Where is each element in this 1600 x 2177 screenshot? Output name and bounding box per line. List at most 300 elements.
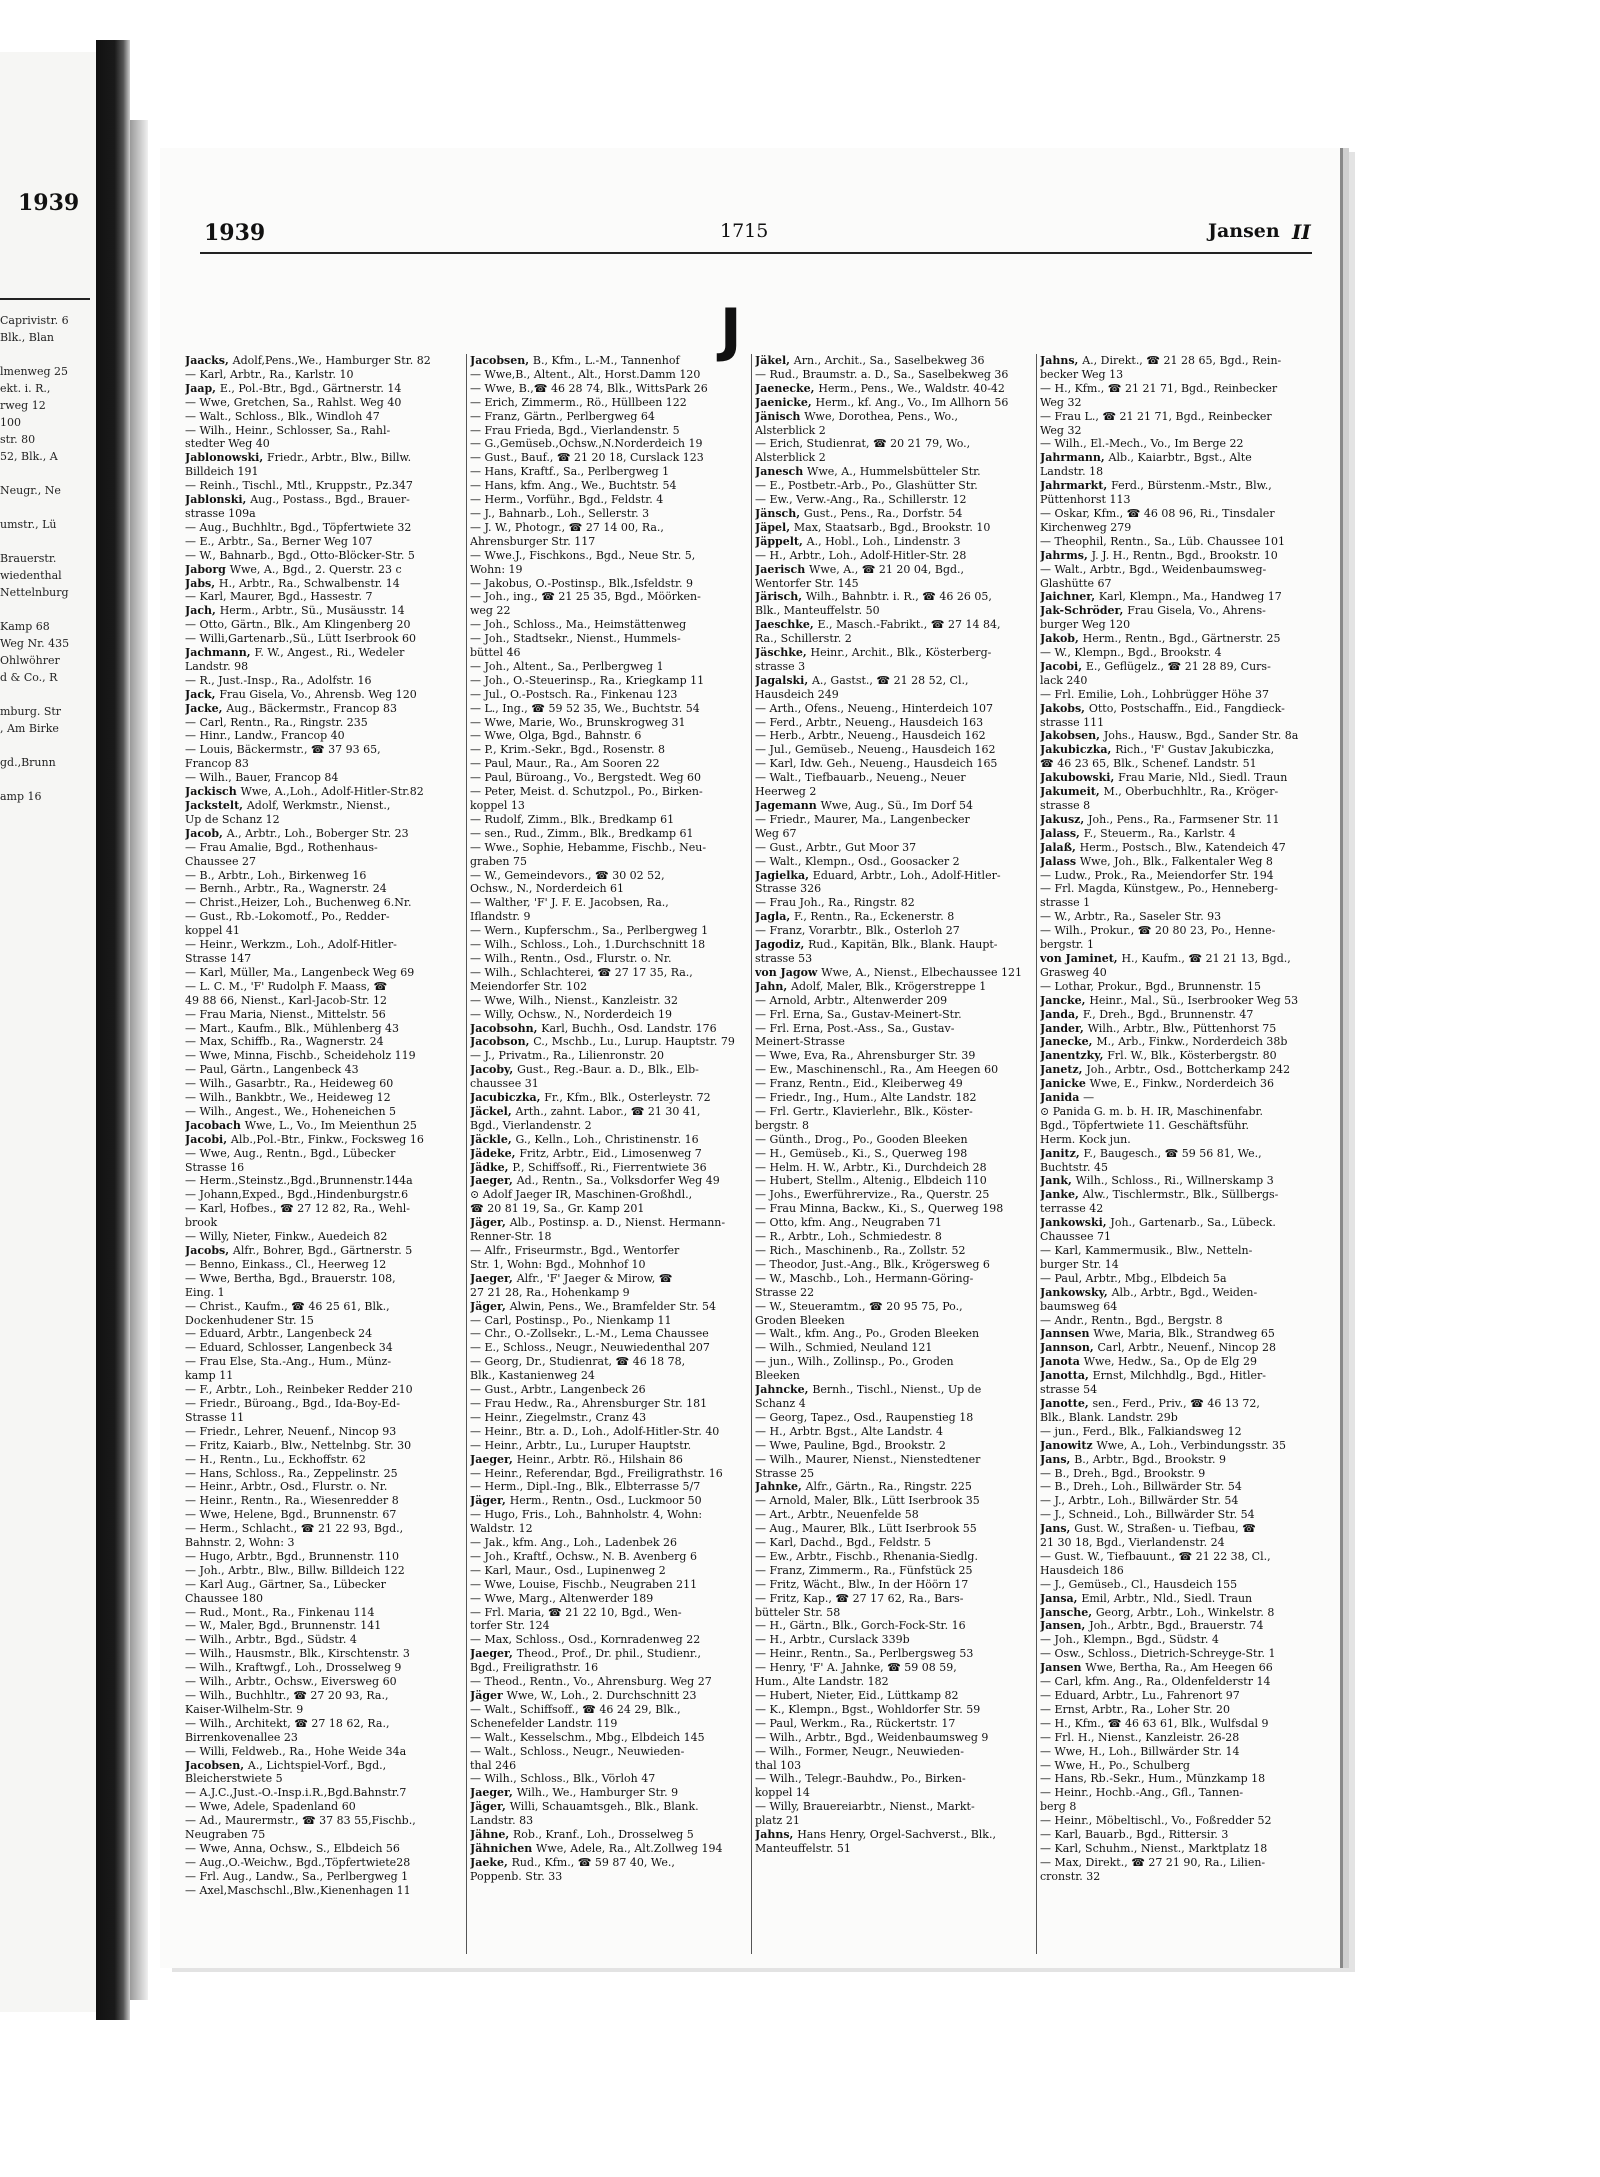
directory-entry xyxy=(1040,938,1318,952)
directory-entry xyxy=(185,1063,462,1077)
entry-surname: Jander, xyxy=(1040,1021,1088,1035)
entry-details: — Eduard, Arbtr., Lu., Fahrenort 97 xyxy=(1040,1689,1240,1702)
entry-details: — Christ.,Heizer, Loh., Buchenweg 6.Nr. xyxy=(185,896,412,910)
entry-details: koppel 41 xyxy=(185,924,240,938)
entry-details: bergstr. 8 xyxy=(755,1118,809,1132)
directory-entry xyxy=(185,841,462,855)
directory-entry xyxy=(470,1592,747,1606)
directory-entry xyxy=(185,1327,462,1341)
directory-entry xyxy=(755,1397,1032,1411)
entry-details: — H., Arbtr. Bgst., Alte Landstr. 4 xyxy=(755,1424,943,1438)
directory-column-3 xyxy=(752,354,1037,1954)
entry-details: — Wwe, Wilh., Nienst., Kanzleistr. 32 xyxy=(470,993,679,1007)
entry-details: — Wilh., Hausmstr., Blk., Kirschtenstr. 3 xyxy=(185,1647,410,1661)
entry-details: Wwe, L., Vo., Im Meienthun 25 xyxy=(244,1118,417,1132)
entry-details: F., Dreh., Bgd., Brunnenstr. 47 xyxy=(1082,1007,1254,1021)
entry-details: bergstr. 1 xyxy=(1040,938,1094,952)
entry-details: — Joh., Klempn., Bgd., Südstr. 4 xyxy=(1040,1633,1219,1647)
directory-entry xyxy=(755,646,1032,660)
entry-details: — Günth., Drog., Po., Gooden Bleeken xyxy=(755,1132,968,1146)
directory-entry xyxy=(1040,577,1318,591)
directory-entry xyxy=(185,660,462,674)
entry-details: Chaussee 27 xyxy=(185,854,256,868)
entry-details: Rob., Kranf., Loh., Drosselweg 5 xyxy=(513,1828,694,1842)
directory-entry xyxy=(1040,618,1318,632)
entry-details: Wohn: 19 xyxy=(470,562,523,576)
directory-entry xyxy=(755,549,1032,563)
entry-details: strasse 54 xyxy=(1040,1383,1098,1397)
directory-entry xyxy=(470,424,747,438)
entry-details: — W., Klempn., Bgd., Brookstr. 4 xyxy=(1040,646,1222,660)
entry-surname: Jacobson, xyxy=(470,1035,534,1049)
entry-surname: Jaichner, xyxy=(1040,590,1099,604)
entry-details: — sen., Rud., Zimm., Blk., Bredkamp 61 xyxy=(470,826,694,840)
entry-details: Heinr., Mal., Sü., Iserbrooker Weg 53 xyxy=(1089,993,1299,1007)
directory-entry xyxy=(470,1842,747,1856)
entry-details: Alsterblick 2 xyxy=(755,423,826,437)
entry-details: Wwe, Aug., Sü., Im Dorf 54 xyxy=(820,799,974,812)
entry-surname: Jahns, xyxy=(755,1828,798,1842)
entry-details: — Willy, Nieter, Finkw., Auedeich 82 xyxy=(185,1230,388,1244)
entry-details: — Wwe, Helene, Bgd., Brunnenstr. 67 xyxy=(185,1508,397,1522)
entry-details: 21 30 18, Bgd., Vierlandenstr. 24 xyxy=(1040,1536,1225,1550)
entry-details: — Joh., ing., ☎ 21 25 35, Bgd., Möörken- xyxy=(470,590,701,604)
entry-surname: Jankowski, xyxy=(1040,1216,1111,1230)
entry-details: J. J. H., Rentn., Bgd., Brookstr. 10 xyxy=(1091,548,1278,562)
directory-entry xyxy=(470,1202,747,1216)
entry-details: Friedr., Arbtr., Blw., Billw. xyxy=(267,451,412,465)
facing-page-fragment: Neugr., Ne xyxy=(0,484,61,497)
entry-details: Püttenhorst 113 xyxy=(1040,493,1131,507)
directory-entry xyxy=(470,1341,747,1355)
directory-entry xyxy=(1040,396,1318,410)
entry-surname: Jank, xyxy=(1040,1174,1076,1188)
directory-entry xyxy=(185,1105,462,1119)
entry-surname: Jaeger, xyxy=(470,1452,517,1466)
directory-entry xyxy=(470,1258,747,1272)
directory-entry xyxy=(1040,1105,1318,1119)
entry-surname: Jansa, xyxy=(1040,1591,1082,1605)
entry-surname: Jacobsohn, xyxy=(470,1021,542,1035)
entry-details: — Gust., Rb.-Lokomotf., Po., Redder- xyxy=(185,910,390,924)
entry-details: Alb.,Pol.-Btr., Finkw., Focksweg 16 xyxy=(230,1132,424,1146)
directory-page xyxy=(160,148,1343,1968)
entry-details: — Heinr., Referendar, Bgd., Freiligrathstr. 16 xyxy=(470,1466,723,1480)
entry-details: — H., Kfm., ☎ 21 21 71, Bgd., Reinbecker xyxy=(1040,381,1278,395)
entry-surname: Jäppelt, xyxy=(755,534,807,548)
directory-entry xyxy=(470,952,747,966)
directory-entry xyxy=(185,1800,462,1814)
directory-entry xyxy=(470,1161,747,1175)
directory-entry xyxy=(470,1369,747,1383)
entry-details: — Wilh., Schloss., Loh., 1.Durchschnitt 18 xyxy=(470,938,706,952)
entry-details: — Art., Arbtr., Neuenfelde 58 xyxy=(755,1508,919,1522)
directory-entry xyxy=(470,493,747,507)
directory-column-4 xyxy=(1037,354,1322,1954)
directory-entry xyxy=(1040,1619,1318,1633)
directory-entry xyxy=(185,1161,462,1175)
entry-details: — Wwe, Pauline, Bgd., Brookstr. 2 xyxy=(755,1438,946,1452)
directory-entry xyxy=(470,1188,747,1202)
directory-entry xyxy=(185,799,462,813)
entry-details: Strasse 22 xyxy=(755,1285,815,1299)
directory-entry xyxy=(1040,1856,1318,1870)
directory-entry xyxy=(755,1786,1032,1800)
entry-surname: Jackstelt, xyxy=(185,799,247,812)
entry-details: — Karl, Arbtr., Ra., Karlstr. 10 xyxy=(185,367,354,381)
directory-entry xyxy=(470,660,747,674)
entry-surname: Jagemann xyxy=(755,799,821,812)
entry-details: — Reinh., Tischl., Mtl., Kruppstr., Pz.347 xyxy=(185,479,413,493)
facing-page-fragment: ekt. i. R., xyxy=(0,382,51,395)
directory-entry xyxy=(470,1077,747,1091)
entry-surname: Janecke, xyxy=(1040,1035,1097,1049)
entry-details: Frl. W., Blk., Kösterbergstr. 80 xyxy=(1107,1049,1277,1063)
directory-entry xyxy=(185,980,462,994)
entry-details: — Herm.,Steinstz.,Bgd.,Brunnenstr.144a xyxy=(185,1174,413,1188)
entry-details: Ernst, Milchhdlg., Bgd., Hitler- xyxy=(1092,1369,1266,1383)
directory-entry xyxy=(1040,493,1318,507)
entry-details: — Wilh., Prokur., ☎ 20 80 23, Po., Henne- xyxy=(1040,924,1276,938)
directory-entry xyxy=(470,785,747,799)
entry-surname: Jalass, xyxy=(1040,826,1084,840)
entry-details: — Walt., Schloss., Neugr., Neuwieden- xyxy=(470,1744,685,1758)
entry-surname: Jakobs, xyxy=(1040,701,1089,715)
directory-entry xyxy=(755,632,1032,646)
directory-entry xyxy=(185,1300,462,1314)
facing-page-fragment: Ohlwöhrer xyxy=(0,654,60,667)
entry-details: Rud., Kfm., ☎ 59 87 40, We., xyxy=(511,1855,675,1869)
entry-details: E., Pol.-Btr., Bgd., Gärtnerstr. 14 xyxy=(219,381,402,395)
entry-details: strasse 53 xyxy=(755,951,813,965)
entry-details: Blk., Manteuffelstr. 50 xyxy=(755,604,880,618)
directory-entry xyxy=(755,1467,1032,1481)
directory-entry xyxy=(1040,841,1318,855)
entry-surname: Jahnke, xyxy=(755,1480,806,1494)
directory-entry xyxy=(185,1188,462,1202)
entry-details: Joh., Arbtr., Osd., Bottcherkamp 242 xyxy=(1086,1063,1291,1077)
directory-entry xyxy=(755,1202,1032,1216)
entry-details: Herm. Kock jun. xyxy=(1040,1132,1131,1146)
directory-entry xyxy=(755,827,1032,841)
directory-entry xyxy=(185,1216,462,1230)
entry-surname: Jäschke, xyxy=(755,646,811,660)
facing-page-fragment: Blk., Blan xyxy=(0,331,55,344)
directory-entry xyxy=(470,604,747,618)
entry-surname: Jaenicke, xyxy=(755,395,816,409)
directory-entry xyxy=(185,702,462,716)
directory-entry xyxy=(1040,549,1318,563)
entry-details: bütteler Str. 58 xyxy=(755,1605,841,1619)
entry-details: Hausdeich 249 xyxy=(755,687,839,701)
directory-entry xyxy=(185,1786,462,1800)
entry-details: — Heinr., Btr. a. D., Loh., Adolf-Hitler-Str. 40 xyxy=(470,1424,720,1438)
entry-details: — Friedr., Lehrer, Neuenf., Nincop 93 xyxy=(185,1424,397,1438)
directory-entry xyxy=(470,1049,747,1063)
directory-entry xyxy=(185,563,462,577)
entry-surname: Jalass xyxy=(1040,854,1080,868)
directory-entry xyxy=(1040,410,1318,424)
facing-page-fragment: Nettelnburg xyxy=(0,586,69,599)
entry-details: Neugraben 75 xyxy=(185,1828,266,1842)
directory-entry xyxy=(185,604,462,618)
facing-page-fragment: umstr., Lü xyxy=(0,518,57,531)
directory-entry xyxy=(755,1258,1032,1272)
directory-entry xyxy=(470,1147,747,1161)
entry-details: — A.J.C.,Just.-O.-Insp.i.R.,Bgd.Bahnstr.7 xyxy=(185,1786,407,1800)
directory-entry xyxy=(755,1174,1032,1188)
entry-details: Heerweg 2 xyxy=(755,785,817,799)
directory-entry xyxy=(755,368,1032,382)
directory-entry xyxy=(755,1314,1032,1328)
entry-details: — Eduard, Schlosser, Langenbeck 34 xyxy=(185,1341,393,1355)
entry-details: — Max, Schiffb., Ra., Wagnerstr. 24 xyxy=(185,1035,384,1049)
entry-details: Manteuffelstr. 51 xyxy=(755,1841,851,1855)
entry-details: stedter Weg 40 xyxy=(185,437,270,451)
directory-entry xyxy=(470,437,747,451)
entry-details: — H., Gemüseb., Ki., S., Querweg 198 xyxy=(755,1146,968,1160)
entry-details: — Aug., Buchhltr., Bgd., Töpfertwiete 32 xyxy=(185,520,412,534)
entry-details: Willi, Schauamtsgeh., Blk., Blank. xyxy=(509,1800,699,1814)
entry-details: — Wwe, Marie, Wo., Brunskrogweg 31 xyxy=(470,715,686,729)
entry-details: Wilh., Arbtr., Blw., Püttenhorst 75 xyxy=(1087,1021,1277,1035)
entry-details: Alwin, Pens., We., Bramfelder Str. 54 xyxy=(509,1299,716,1313)
directory-entry xyxy=(1040,1564,1318,1578)
entry-details: Blk., Blank. Landstr. 29b xyxy=(1040,1410,1178,1424)
entry-details: Bleicherstwiete 5 xyxy=(185,1772,283,1786)
directory-entry xyxy=(1040,1425,1318,1439)
directory-entry xyxy=(470,1619,747,1633)
entry-details: — Rudolf, Zimm., Blk., Bredkamp 61 xyxy=(470,812,675,826)
entry-surname: Jannson, xyxy=(1040,1341,1098,1355)
entry-details: — Helm. H. W., Arbtr., Ki., Durchdeich 28 xyxy=(755,1160,987,1174)
directory-entry xyxy=(470,1786,747,1800)
directory-entry xyxy=(755,465,1032,479)
entry-details: — Otto, kfm. Ang., Neugraben 71 xyxy=(755,1216,942,1230)
entry-surname: Jacke, xyxy=(185,701,227,715)
directory-entry xyxy=(185,827,462,841)
entry-details: — Georg, Tapez., Osd., Raupenstieg 18 xyxy=(755,1410,974,1424)
entry-details: Gust., Pens., Ra., Dorfstr. 54 xyxy=(803,506,963,520)
directory-entry xyxy=(1040,507,1318,521)
entry-details: — H., Kfm., ☎ 46 63 61, Blk., Wulfsdal 9 xyxy=(1040,1716,1269,1730)
directory-entry xyxy=(470,1731,747,1745)
directory-entry xyxy=(755,702,1032,716)
directory-entry xyxy=(470,1286,747,1300)
entry-details: — Wwe, Minna, Fischb., Scheideholz 119 xyxy=(185,1049,416,1063)
directory-entry xyxy=(1040,1133,1318,1147)
directory-entry xyxy=(470,535,747,549)
entry-details: — Hans, Kraftf., Sa., Perlbergweg 1 xyxy=(470,465,670,479)
directory-entry xyxy=(755,1633,1032,1647)
directory-entry xyxy=(185,1578,462,1592)
directory-entry xyxy=(185,354,462,368)
directory-entry xyxy=(470,1035,747,1049)
directory-entry xyxy=(755,952,1032,966)
entry-details: — Arth., Ofens., Neueng., Hinterdeich 107 xyxy=(755,701,994,715)
entry-surname: Jähnichen xyxy=(470,1841,537,1855)
directory-entry xyxy=(755,618,1032,632)
directory-entry xyxy=(185,1856,462,1870)
entry-details: Frau Gisela, Vo., Ahrens- xyxy=(1127,604,1266,618)
entry-surname: Jänsch, xyxy=(755,506,804,520)
entry-surname: Jäger, xyxy=(470,1800,510,1814)
directory-entry xyxy=(755,451,1032,465)
directory-entry xyxy=(185,1828,462,1842)
entry-details: Wwe, A.,Loh., Adolf-Hitler-Str.82 xyxy=(240,785,424,799)
facing-page-fragment: gd.,Brunn xyxy=(0,756,56,769)
entry-details: — Walt., Tiefbauarb., Neueng., Neuer xyxy=(755,771,966,785)
entry-details: — R., Arbtr., Loh., Schmiedestr. 8 xyxy=(755,1230,942,1244)
directory-entry xyxy=(755,1619,1032,1633)
directory-entry xyxy=(1040,910,1318,924)
directory-entry xyxy=(755,354,1032,368)
entry-details: — Heinr., Möbeltischl., Vo., Foßredder 52 xyxy=(1040,1814,1272,1828)
directory-entry xyxy=(185,590,462,604)
entry-details: Karl, Buchh., Osd. Landstr. 176 xyxy=(541,1021,717,1035)
facing-page-fragment: Caprivistr. 6 xyxy=(0,314,69,327)
directory-entry xyxy=(470,410,747,424)
entry-surname: Jaerisch xyxy=(755,562,810,576)
entry-details: — W., Maler, Bgd., Brunnenstr. 141 xyxy=(185,1619,382,1633)
directory-entry xyxy=(1040,869,1318,883)
entry-details: — Jakobus, O.-Postinsp., Blk.,Isfeldstr. 9 xyxy=(470,576,694,590)
entry-surname: Jachmann, xyxy=(185,646,255,660)
entry-surname: Jäkel, xyxy=(755,354,794,367)
directory-entry xyxy=(470,1397,747,1411)
entry-details: — Frau L., ☎ 21 21 71, Bgd., Reinbecker xyxy=(1040,409,1272,423)
directory-entry xyxy=(185,1202,462,1216)
directory-entry xyxy=(470,354,747,368)
entry-details: Herm., Pens., We., Waldstr. 40-42 xyxy=(818,381,1005,395)
directory-entry xyxy=(1040,1049,1318,1063)
entry-details: Wilh., Bahnbtr. i. R., ☎ 46 26 05, xyxy=(805,590,992,604)
directory-entry xyxy=(470,1772,747,1786)
directory-entry xyxy=(1040,465,1318,479)
directory-entry xyxy=(470,994,747,1008)
directory-entry xyxy=(755,869,1032,883)
directory-entry xyxy=(185,1119,462,1133)
entry-details: — Wilh., Telegr.-Bauhdw., Po., Birken- xyxy=(755,1772,966,1786)
directory-entry xyxy=(1040,702,1318,716)
entry-details: — Karl, Bauarb., Bgd., Rittersir. 3 xyxy=(1040,1828,1229,1842)
entry-details: — Johann,Exped., Bgd.,Hindenburgstr.6 xyxy=(185,1188,409,1202)
entry-surname: Janicke xyxy=(1040,1077,1090,1091)
directory-entry xyxy=(1040,688,1318,702)
entry-details: Frau Marie, Nld., Siedl. Traun xyxy=(1118,771,1288,785)
entry-details: baumsweg 64 xyxy=(1040,1299,1118,1313)
directory-entry xyxy=(470,882,747,896)
entry-details: Wwe, Bertha, Ra., Am Heegen 66 xyxy=(1085,1661,1273,1675)
directory-entry xyxy=(1040,1703,1318,1717)
directory-entry xyxy=(470,479,747,493)
directory-entry xyxy=(755,1022,1032,1036)
directory-entry xyxy=(1040,785,1318,799)
directory-entry xyxy=(470,1467,747,1481)
entry-details: Glashütte 67 xyxy=(1040,576,1112,590)
entry-details: — Gust., Arbtr., Gut Moor 37 xyxy=(755,840,917,854)
directory-entry xyxy=(755,1731,1032,1745)
entry-details: — Willi,Gartenarb.,Sü., Lütt Iserbrook 60 xyxy=(185,632,416,646)
directory-entry xyxy=(185,1411,462,1425)
entry-details: — Wilh., Schloss., Blk., Vörloh 47 xyxy=(470,1772,656,1786)
entry-details: — Frau Minna, Backw., Ki., S., Querweg 198 xyxy=(755,1202,1004,1216)
entry-details: — Friedr., Büroang., Bgd., Ida-Boy-Ed- xyxy=(185,1396,400,1410)
directory-entry xyxy=(185,1550,462,1564)
directory-entry xyxy=(470,396,747,410)
directory-entry xyxy=(470,1216,747,1230)
entry-surname: Jädeke, xyxy=(470,1146,520,1160)
entry-details: Chaussee 71 xyxy=(1040,1230,1111,1244)
directory-entry xyxy=(470,1633,747,1647)
entry-details: Johs., Hausw., Bgd., Sander Str. 8a xyxy=(1103,729,1299,743)
directory-entry xyxy=(470,896,747,910)
directory-entry xyxy=(755,1188,1032,1202)
directory-entry xyxy=(1040,1675,1318,1689)
entry-details: — jun., Wilh., Zollinsp., Po., Groden xyxy=(755,1355,954,1369)
directory-entry xyxy=(755,799,1032,813)
entry-details: — Herm., Vorführ., Bgd., Feldstr. 4 xyxy=(470,493,664,507)
directory-entry xyxy=(185,521,462,535)
directory-entry xyxy=(1040,1439,1318,1453)
directory-entry xyxy=(755,1745,1032,1759)
directory-entry xyxy=(185,1035,462,1049)
entry-details: Wentorfer Str. 145 xyxy=(755,576,859,590)
directory-entry xyxy=(1040,1397,1318,1411)
entry-details: — Ew., Verw.-Ang., Ra., Schillerstr. 12 xyxy=(755,493,967,507)
directory-entry xyxy=(185,1049,462,1063)
entry-details: Birrenkovenallee 23 xyxy=(185,1730,298,1744)
entry-details: — Peter, Meist. d. Schutzpol., Po., Birken- xyxy=(470,785,703,799)
directory-entry xyxy=(185,368,462,382)
entry-surname: Jakubowski, xyxy=(1040,771,1119,785)
directory-columns xyxy=(182,354,1322,1954)
entry-details: — Wwe.J., Fischkons., Bgd., Neue Str. 5, xyxy=(470,548,696,562)
entry-surname: Janetz, xyxy=(1040,1063,1087,1077)
header-rule xyxy=(200,252,1312,254)
entry-details: — Aug., Maurer, Blk., Lütt Iserbrook 55 xyxy=(755,1522,977,1536)
entry-details: — Heinr., Ziegelmstr., Cranz 43 xyxy=(470,1410,647,1424)
directory-entry xyxy=(470,465,747,479)
directory-entry xyxy=(1040,1717,1318,1731)
entry-details: thal 103 xyxy=(755,1758,802,1772)
entry-surname: Jaeke, xyxy=(470,1855,512,1869)
entry-details: P., Schiffsoff., Ri., Fierrentwiete 36 xyxy=(512,1160,707,1174)
entry-details: Joh., Arbtr., Bgd., Brauerstr. 74 xyxy=(1089,1619,1264,1633)
directory-entry xyxy=(1040,1119,1318,1133)
entry-details: — Frl. Gertr., Klavierlehr., Blk., Köster- xyxy=(755,1104,973,1118)
directory-entry xyxy=(185,1814,462,1828)
entry-surname: Jak-Schröder, xyxy=(1040,604,1128,618)
directory-entry xyxy=(185,1633,462,1647)
entry-surname: Jacoby, xyxy=(470,1063,518,1077)
directory-entry xyxy=(470,813,747,827)
directory-entry xyxy=(755,1675,1032,1689)
facing-page-fragment: d & Co., R xyxy=(0,671,58,684)
entry-details: — Hubert, Nieter, Eid., Lüttkamp 82 xyxy=(755,1689,959,1702)
directory-entry xyxy=(1040,368,1318,382)
entry-details: Bgd., Töpfertwiete 11. Geschäftsführ. xyxy=(1040,1118,1250,1132)
directory-entry xyxy=(185,1592,462,1606)
entry-details: — W., Gemeindevors., ☎ 30 02 52, xyxy=(470,868,665,882)
entry-details: — P., Krim.-Sekr., Bgd., Rosenstr. 8 xyxy=(470,743,665,757)
directory-entry xyxy=(470,1091,747,1105)
entry-surname: Jansche, xyxy=(1040,1605,1096,1619)
entry-details: Weg 67 xyxy=(755,826,797,840)
directory-entry xyxy=(185,1689,462,1703)
entry-details: — E., Schloss., Neugr., Neuwiedenthal 207 xyxy=(470,1341,710,1355)
directory-entry xyxy=(755,1049,1032,1063)
